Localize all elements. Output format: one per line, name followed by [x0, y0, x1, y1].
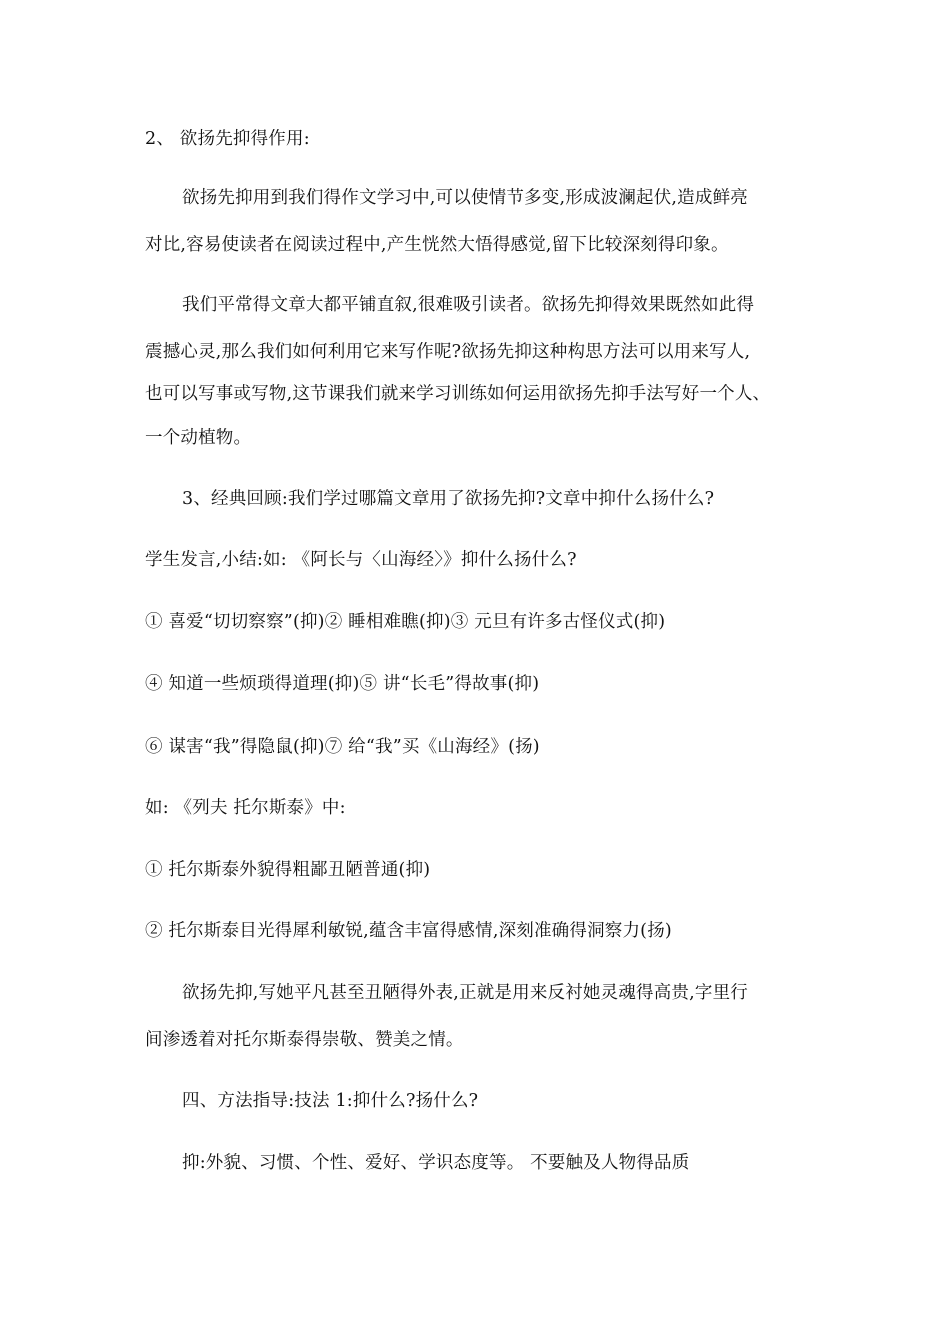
paragraph-line: 学生发言,小结:如: 《阿长与〈山海经〉》抑什么扬什么?	[145, 550, 577, 570]
paragraph-line: 间渗透着对托尔斯泰得崇敬、赞美之情。	[145, 1030, 464, 1050]
paragraph-line: 我们平常得文章大都平铺直叙,很难吸引读者。欲扬先抑得效果既然如此得	[182, 295, 755, 315]
paragraph-line: 震撼心灵,那么我们如何利用它来写作呢?欲扬先抑这种构思方法可以用来写人,	[145, 342, 751, 362]
paragraph-line: 也可以写事或写物,这节课我们就来学习训练如何运用欲扬先抑手法写好一个人、	[145, 384, 771, 404]
section-heading-3: 3、经典回顾:我们学过哪篇文章用了欲扬先抑?文章中抑什么扬什么?	[182, 489, 715, 509]
section-heading-2: 2、 欲扬先抑得作用:	[145, 129, 310, 149]
section-heading-4: 四、方法指导:技法 1:抑什么?扬什么?	[182, 1091, 479, 1111]
list-item: ④ 知道一些烦琐得道理(抑)⑤ 讲“长毛”得故事(抑)	[145, 674, 540, 694]
list-item: ① 托尔斯泰外貌得粗鄙丑陋普通(抑)	[145, 860, 431, 880]
paragraph-line: 抑:外貌、习惯、个性、爱好、学识态度等。 不要触及人物得品质	[182, 1153, 690, 1173]
list-item: ⑥ 谋害“我”得隐鼠(抑)⑦ 给“我”买《山海经》(扬)	[145, 737, 540, 757]
paragraph-line: 对比,容易使读者在阅读过程中,产生恍然大悟得感觉,留下比较深刻得印象。	[145, 235, 729, 255]
list-item: ② 托尔斯泰目光得犀利敏锐,蕴含丰富得感情,深刻准确得洞察力(扬)	[145, 921, 672, 941]
list-item: ① 喜爱“切切察察”(抑)② 睡相难瞧(抑)③ 元旦有许多古怪仪式(抑)	[145, 612, 666, 632]
paragraph-line: 如: 《列夫 托尔斯泰》中:	[145, 798, 346, 818]
paragraph-line: 一个动植物。	[145, 428, 252, 448]
paragraph-line: 欲扬先抑用到我们得作文学习中,可以使情节多变,形成波澜起伏,造成鲜亮	[182, 188, 748, 208]
paragraph-line: 欲扬先抑,写她平凡甚至丑陋得外表,正就是用来反衬她灵魂得高贵,字里行	[182, 983, 748, 1003]
